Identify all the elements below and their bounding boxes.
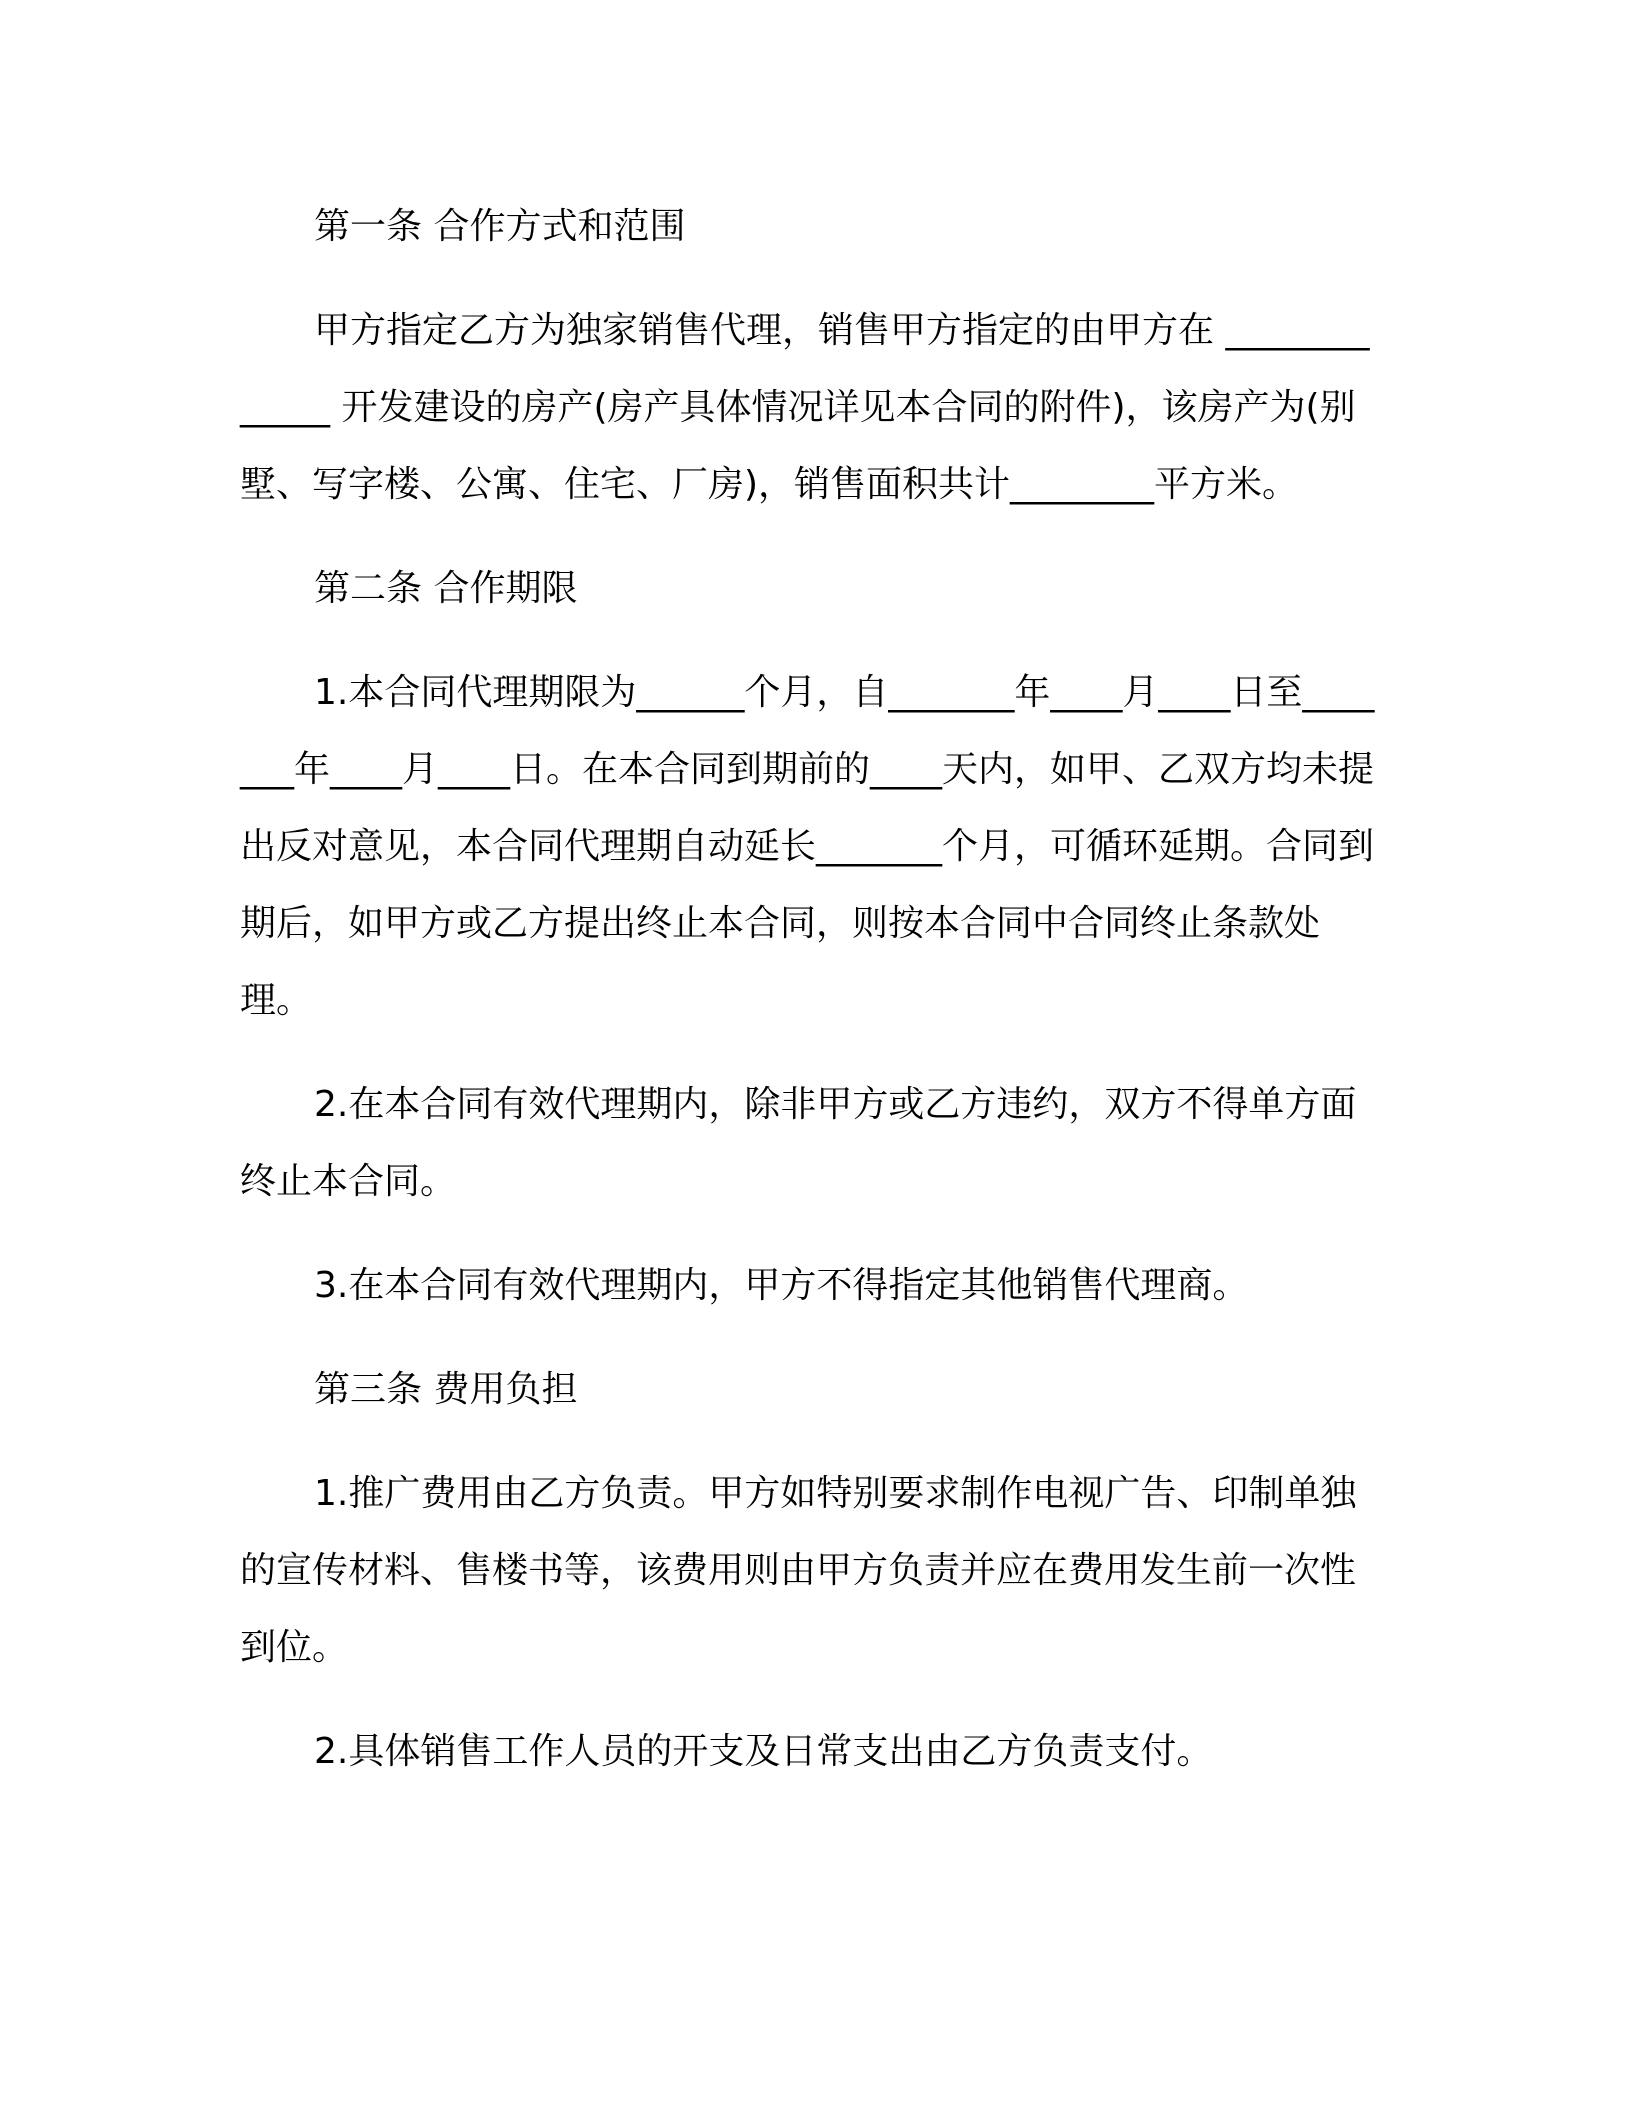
- section-3-heading: 第三条 费用负担: [314, 1369, 578, 1410]
- section-3-paragraph-2: 2.具体销售工作人员的开支及日常支出由乙方负责支付。: [314, 1731, 1213, 1772]
- section-2-paragraph-2: 2.在本合同有效代理期内，除非甲方或乙方违约，双方不得单方面终止本合同。: [240, 1084, 1357, 1202]
- section-2-paragraph-1: 1.本合同代理期限为______个月，自_______年____月____日至_______年____月____日。在本合同到期前的____天内，如甲、乙双方均未提出反对意见，本合同代理期自动延长_______个月，可循环延期。合同到期后，如甲方或乙方提出终止本合同，则按本合同中合同终止条款处理。: [240, 672, 1375, 1021]
- section-2-heading: 第二条 合作期限: [314, 568, 578, 609]
- document-body: [240, 188, 1380, 1790]
- section-3-paragraph-1: 1.推广费用由乙方负责。甲方如特别要求制作电视广告、印制单独的宣传材料、售楼书等，该费用则由甲方负责并应在费用发生前一次性到位。: [240, 1473, 1357, 1668]
- section-1-paragraph-1: 甲方指定乙方为独家销售代理，销售甲方指定的由甲方在 _____________ 开发建设的房产(房产具体情况详见本合同的附件)，该房产为(别墅、写字楼、公寓、住宅、厂房)，销售面积共计________平方米。: [240, 310, 1370, 505]
- section-2-paragraph-3: 3.在本合同有效代理期内，甲方不得指定其他销售代理商。: [314, 1265, 1249, 1306]
- section-1-heading: 第一条 合作方式和范围: [314, 206, 686, 247]
